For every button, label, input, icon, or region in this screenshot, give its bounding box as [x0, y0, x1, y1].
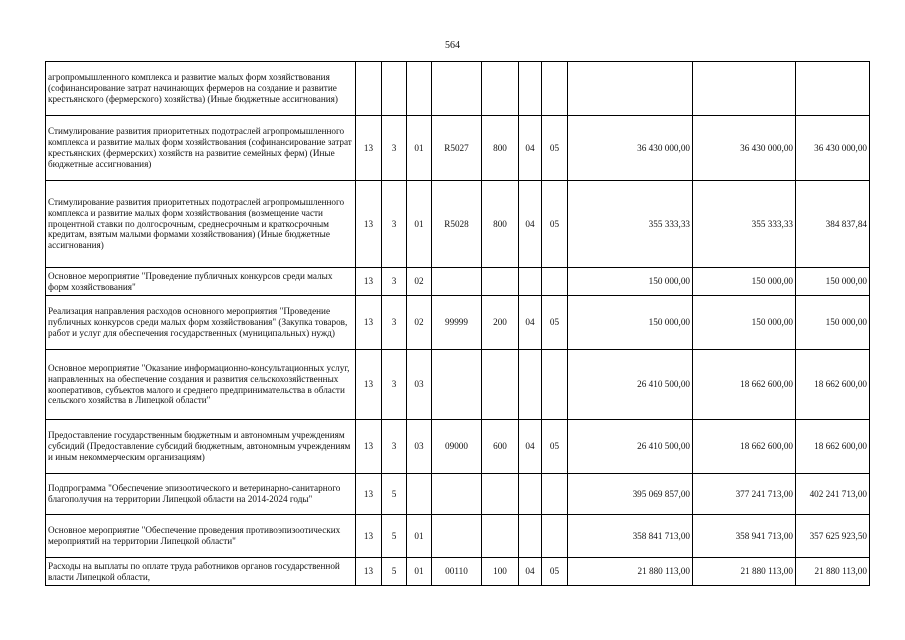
code-cell: 13: [356, 296, 382, 350]
code-cell: 05: [542, 558, 568, 586]
amount-cell: 36 430 000,00: [796, 116, 870, 181]
code-cell: 05: [542, 420, 568, 474]
code-cell: [542, 350, 568, 420]
code-cell: [542, 268, 568, 296]
code-cell: 04: [519, 181, 542, 268]
code-cell: 04: [519, 296, 542, 350]
code-cell: 01: [407, 515, 432, 558]
code-cell: [482, 62, 519, 116]
amount-cell: [568, 62, 693, 116]
code-cell: [482, 515, 519, 558]
code-cell: 3: [382, 420, 407, 474]
code-cell: 03: [407, 350, 432, 420]
code-cell: 01: [407, 558, 432, 586]
code-cell: [407, 474, 432, 515]
row-description: Основное мероприятие "Оказание информационно-консультационных услуг, направленных на обеспечение создания и развития сельскохозяйственных кооперативов, субъектов малого и среднего предпринимательства в области сельского хозяйства в Липецкой области": [46, 350, 356, 420]
row-description: Расходы на выплаты по оплате труда работников органов государственной власти Липецкой области,: [46, 558, 356, 586]
amount-cell: 150 000,00: [693, 268, 796, 296]
amount-cell: 355 333,33: [568, 181, 693, 268]
page-number: 564: [445, 40, 460, 51]
row-description: Предоставление государственным бюджетным и автономным учреждениям субсидий (Предоставление субсидий бюджетным, автономным учреждениям и иным некоммерческим организациям): [46, 420, 356, 474]
table-row: [46, 558, 870, 586]
table-row: [46, 515, 870, 558]
amount-cell: [693, 62, 796, 116]
code-cell: 00110: [432, 558, 482, 586]
code-cell: R5027: [432, 116, 482, 181]
code-cell: 13: [356, 420, 382, 474]
code-cell: [519, 474, 542, 515]
row-description: Подпрограмма "Обеспечение эпизоотического и ветеринарно-санитарного благополучия на территории Липецкой области на 2014-2024 годы": [46, 474, 356, 515]
code-cell: [519, 268, 542, 296]
amount-cell: 358 941 713,00: [693, 515, 796, 558]
table-row: [46, 116, 870, 181]
code-cell: 05: [542, 116, 568, 181]
code-cell: 3: [382, 296, 407, 350]
code-cell: 03: [407, 420, 432, 474]
code-cell: 100: [482, 558, 519, 586]
code-cell: [542, 474, 568, 515]
code-cell: 05: [542, 296, 568, 350]
code-cell: [356, 62, 382, 116]
amount-cell: 36 430 000,00: [693, 116, 796, 181]
amount-cell: 355 333,33: [693, 181, 796, 268]
amount-cell: 26 410 500,00: [568, 350, 693, 420]
code-cell: 13: [356, 181, 382, 268]
row-description: Основное мероприятие "Обеспечение проведения противоэпизоотических мероприятий на территории Липецкой области": [46, 515, 356, 558]
amount-cell: 21 880 113,00: [568, 558, 693, 586]
table-row: [46, 474, 870, 515]
code-cell: 13: [356, 474, 382, 515]
code-cell: 01: [407, 116, 432, 181]
code-cell: 5: [382, 558, 407, 586]
code-cell: R5028: [432, 181, 482, 268]
code-cell: 800: [482, 181, 519, 268]
amount-cell: 150 000,00: [568, 268, 693, 296]
row-description: Стимулирование развития приоритетных подотраслей агропромышленного комплекса и развитие малых форм хозяйствования (софинансирование затрат крестьянских (фермерских) хозяйств на развитие семейных ферм) (Иные бюджетные ассигнования): [46, 116, 356, 181]
table-row: [46, 350, 870, 420]
code-cell: [482, 474, 519, 515]
amount-cell: 395 069 857,00: [568, 474, 693, 515]
amount-cell: 358 841 713,00: [568, 515, 693, 558]
code-cell: 99999: [432, 296, 482, 350]
amount-cell: 21 880 113,00: [796, 558, 870, 586]
amount-cell: 377 241 713,00: [693, 474, 796, 515]
code-cell: 3: [382, 116, 407, 181]
code-cell: [542, 62, 568, 116]
code-cell: 3: [382, 350, 407, 420]
code-cell: [542, 515, 568, 558]
amount-cell: 384 837,84: [796, 181, 870, 268]
code-cell: 09000: [432, 420, 482, 474]
table-row: [46, 420, 870, 474]
code-cell: [432, 474, 482, 515]
code-cell: 3: [382, 268, 407, 296]
code-cell: [519, 350, 542, 420]
code-cell: [432, 515, 482, 558]
code-cell: 04: [519, 116, 542, 181]
code-cell: 200: [482, 296, 519, 350]
amount-cell: 150 000,00: [568, 296, 693, 350]
table-row: [46, 296, 870, 350]
code-cell: 13: [356, 268, 382, 296]
amount-cell: [796, 62, 870, 116]
code-cell: 02: [407, 268, 432, 296]
code-cell: 600: [482, 420, 519, 474]
amount-cell: 357 625 923,50: [796, 515, 870, 558]
code-cell: [407, 62, 432, 116]
code-cell: [519, 62, 542, 116]
code-cell: 5: [382, 515, 407, 558]
code-cell: 13: [356, 350, 382, 420]
table-row: [46, 268, 870, 296]
code-cell: 13: [356, 515, 382, 558]
amount-cell: 26 410 500,00: [568, 420, 693, 474]
code-cell: [482, 350, 519, 420]
row-description: агропромышленного комплекса и развитие малых форм хозяйствования (софинансирование затрат начинающих фермеров на создание и развитие крестьянского (фермерского) хозяйства) (Иные бюджетные ассигнования): [46, 62, 356, 116]
amount-cell: 18 662 600,00: [796, 420, 870, 474]
code-cell: [482, 268, 519, 296]
code-cell: [432, 350, 482, 420]
budget-table: [45, 61, 870, 586]
code-cell: 04: [519, 420, 542, 474]
code-cell: 01: [407, 181, 432, 268]
code-cell: [432, 62, 482, 116]
table-row: [46, 181, 870, 268]
table-row: [46, 62, 870, 116]
code-cell: 13: [356, 116, 382, 181]
code-cell: 02: [407, 296, 432, 350]
amount-cell: 150 000,00: [693, 296, 796, 350]
code-cell: 13: [356, 558, 382, 586]
amount-cell: 402 241 713,00: [796, 474, 870, 515]
amount-cell: 150 000,00: [796, 296, 870, 350]
code-cell: 5: [382, 474, 407, 515]
code-cell: 04: [519, 558, 542, 586]
code-cell: 800: [482, 116, 519, 181]
amount-cell: 21 880 113,00: [693, 558, 796, 586]
amount-cell: 18 662 600,00: [693, 420, 796, 474]
amount-cell: 18 662 600,00: [693, 350, 796, 420]
amount-cell: 18 662 600,00: [796, 350, 870, 420]
code-cell: 05: [542, 181, 568, 268]
row-description: Основное мероприятие "Проведение публичных конкурсов среди малых форм хозяйствования": [46, 268, 356, 296]
code-cell: 3: [382, 181, 407, 268]
amount-cell: 150 000,00: [796, 268, 870, 296]
code-cell: [432, 268, 482, 296]
amount-cell: 36 430 000,00: [568, 116, 693, 181]
row-description: Стимулирование развития приоритетных подотраслей агропромышленного комплекса и развитие малых форм хозяйствования (возмещение части процентной ставки по долгосрочным, среднесрочным и краткосрочным кредитам, взятым малыми формами хозяйствования) (Иные бюджетные ассигнования): [46, 181, 356, 268]
code-cell: [519, 515, 542, 558]
row-description: Реализация направления расходов основного мероприятия "Проведение публичных конкурсов среди малых форм хозяйствования" (Закупка товаров, работ и услуг для обеспечения государственных (муниципальных) нужд): [46, 296, 356, 350]
code-cell: [382, 62, 407, 116]
